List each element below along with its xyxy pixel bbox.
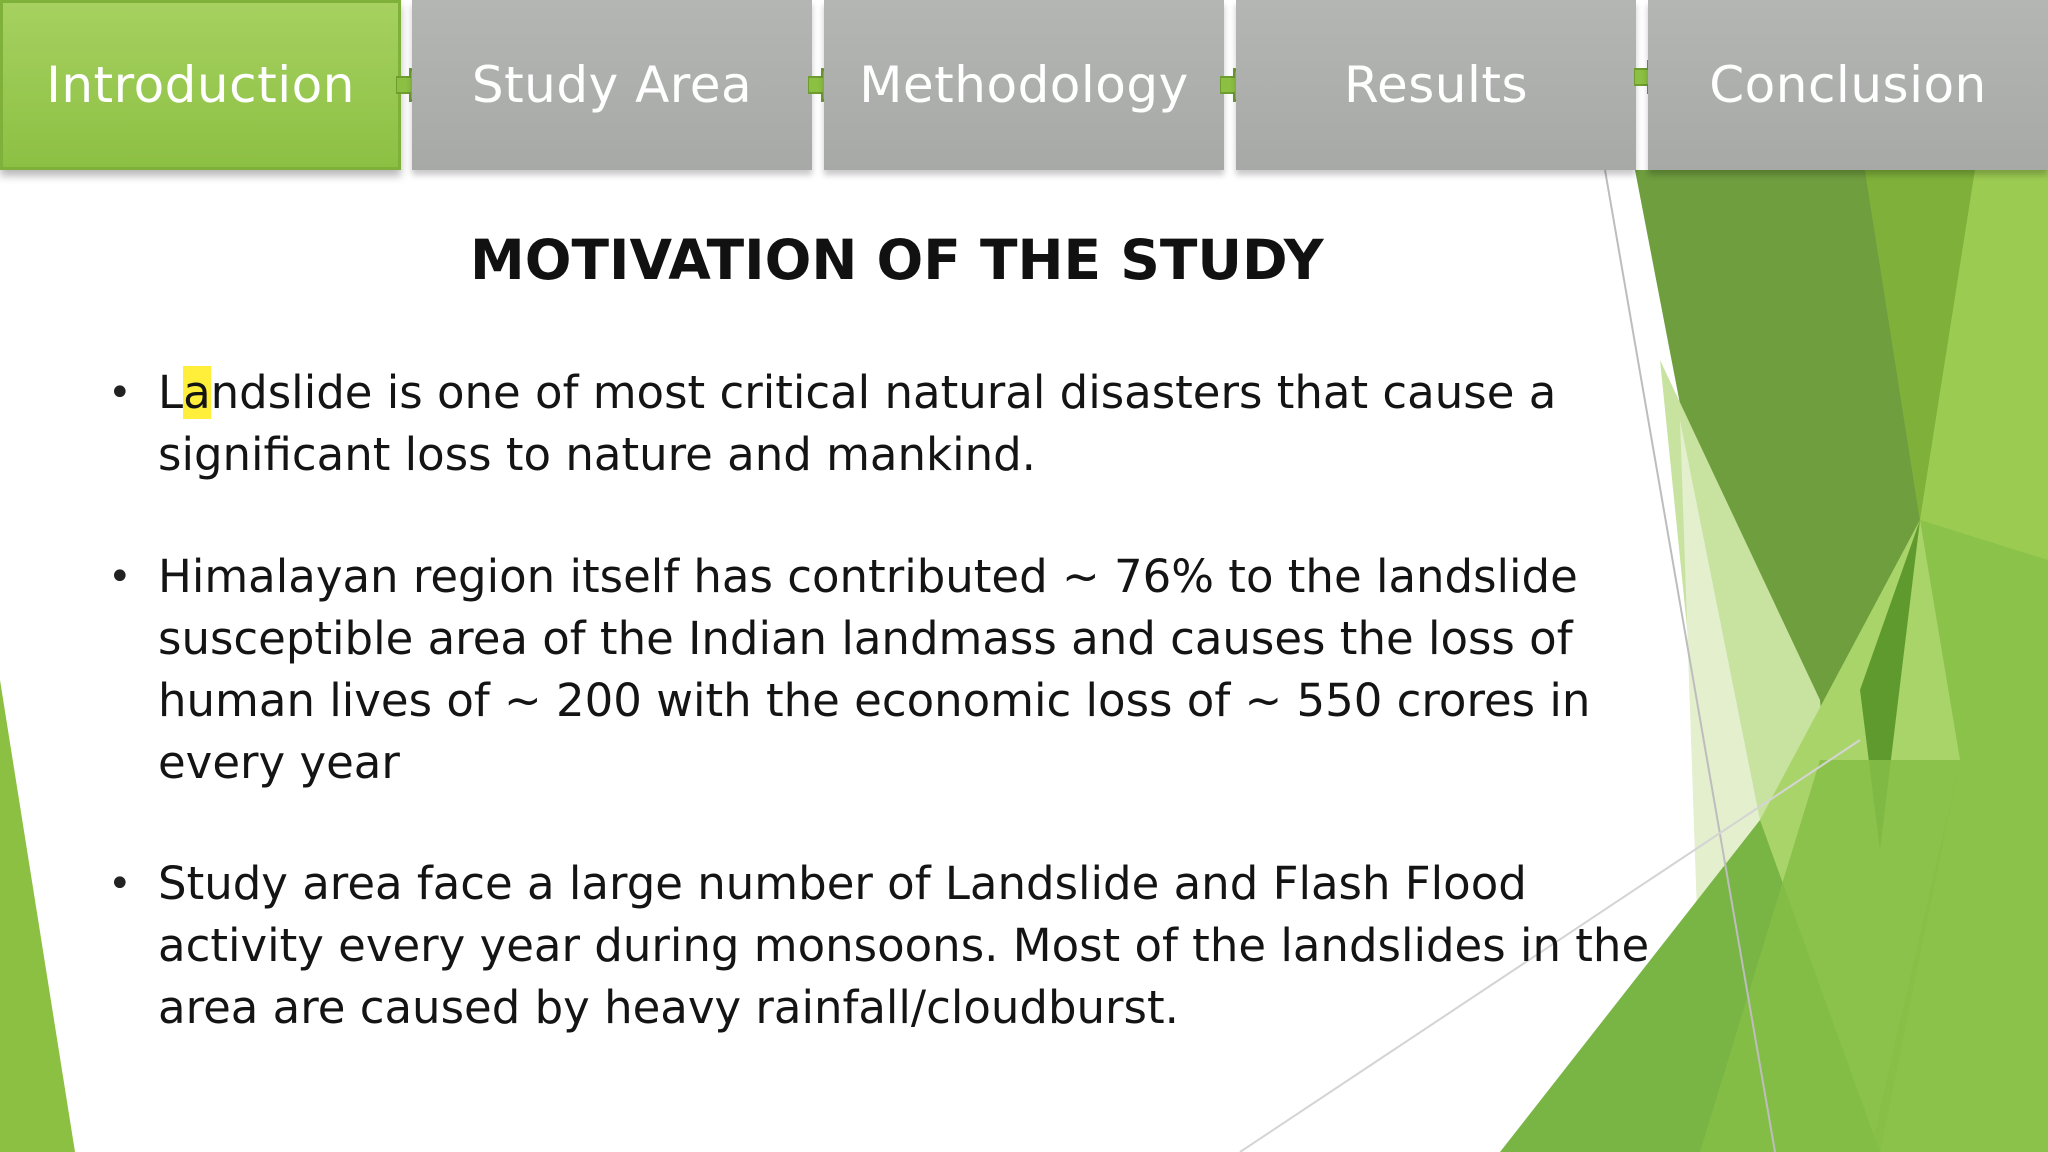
bullet-icon: •	[108, 861, 132, 907]
bullet-first-letter: L	[158, 366, 184, 419]
tab-introduction-label: Introduction	[46, 56, 355, 114]
bullet-rest: ndslide is one of most critical natural disasters that cause a significant loss to nature and mankind.	[158, 366, 1557, 481]
tab-results-label: Results	[1343, 56, 1529, 114]
tab-conclusion-label: Conclusion	[1709, 56, 1987, 114]
highlighted-letter: a	[183, 366, 211, 419]
deco-shape-left	[0, 680, 75, 1152]
bullet-icon: •	[108, 554, 132, 600]
bullet-text: Study area face a large number of Landslide and Flash Flood activity every year during monsoons. Most of the landslides in the area are caused by heavy rainfall/cloudburst.	[158, 857, 1650, 1034]
tab-introduction[interactable]	[0, 0, 401, 170]
tab-study-area[interactable]	[412, 0, 812, 170]
bullet-text	[158, 362, 1678, 486]
tab-methodology[interactable]	[824, 0, 1224, 170]
section-navigation	[0, 0, 2048, 176]
tab-study-area-label: Study Area	[471, 56, 753, 114]
tab-results[interactable]	[1236, 0, 1636, 170]
tab-methodology-label: Methodology	[859, 56, 1189, 114]
bullet-text: Himalayan region itself has contributed ~ 76% to the landslide susceptible area of the Indian landmass and causes the loss of human lives of ~ 200 with the economic loss of ~ 550 crores in every year	[158, 550, 1591, 789]
slide-title: MOTIVATION OF THE STUDY	[470, 228, 1324, 292]
tab-conclusion[interactable]	[1648, 0, 2048, 170]
bullet-icon: •	[108, 370, 132, 416]
